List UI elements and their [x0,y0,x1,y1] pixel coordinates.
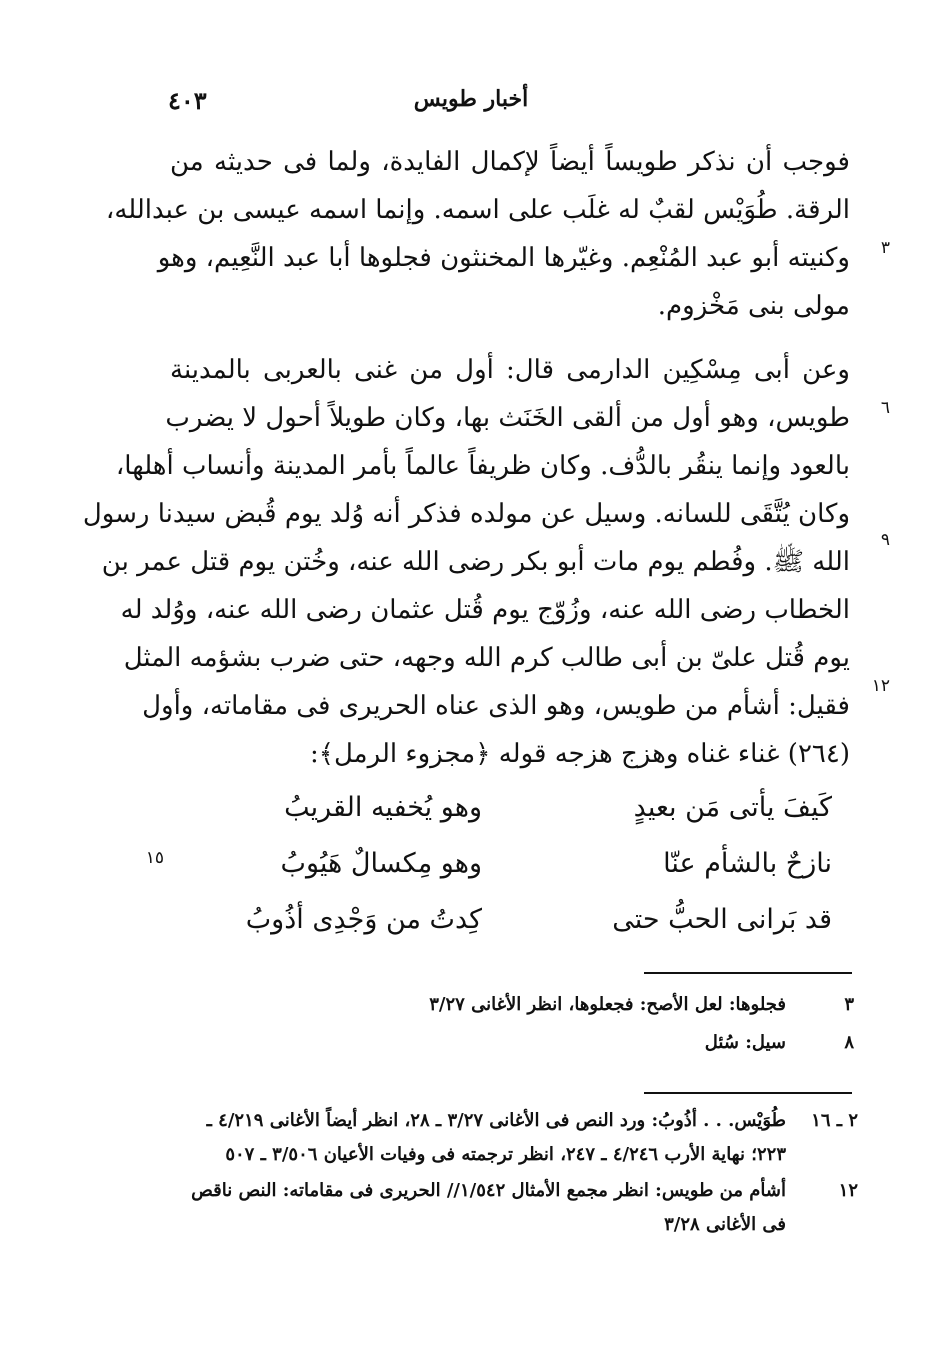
body-text-line: وكان يُتَّقَى للسانه. وسيل عن مولده فذكر أنه وُلد يوم قُبض سيدنا رسول [82,499,850,529]
verse-second-hemistich: كِدتُ من وَجْدِى أذُوبُ [245,904,482,935]
source-footnote-line: فى الأغانى ٣/٢٨ [664,1214,786,1235]
body-text-line: الله ﷺ. وفُطم يوم مات أبو بكر رضى الله عنه، وخُتن يوم قتل عمر بن [101,547,850,577]
footnote-separator [644,1092,852,1094]
body-text-line: فوجب أن نذكر طويساً أيضاً لإكمال الفايدة، ولما فى حديثه من [170,147,850,177]
line-number: ٩ [880,530,890,550]
verse-second-hemistich: وهو مِكسالٌ هَيُوبُ [280,848,482,879]
body-text-line: فقيل: أشأم من طويس، وهو الذى عناه الحريرى فى مقاماته، وأول [142,691,850,721]
line-number: ١٥ [145,848,164,868]
body-text-line: بالعود وإنما ينقُر بالدُّف. وكان ظريفاً عالماً بأمر المدينة وأنساب أهلها، [115,451,850,481]
footnote-line-number: ١٢ [838,1180,858,1201]
body-text-line: يوم قُتل علىّ بن أبى طالب كرم الله وجهه، حتى ضرب بشؤمه المثل [123,643,850,673]
line-number: ٣ [880,238,890,258]
footnote-separator [644,972,852,974]
line-number: ٦ [880,398,890,418]
source-footnote-line: ٢٢٣؛ نهاية الأرب ٤/٢٤٦ ـ ٢٤٧، انظر ترجمته فى وفيات الأعيان ٣/٥٠٦ ـ ٥٠٧ [225,1144,786,1165]
verse-first-hemistich: كَيفَ يأتى مَن بعيدٍ [633,792,832,823]
body-text-line: وعن أبى مِسْكِين الدارمى قال: أول من غنى بالعربى بالمدينة [170,355,850,385]
verse-first-hemistich: قد بَرانى الحبُّ حتى [612,904,832,935]
body-text-line: وكنيته أبو عبد المُنْعِم. وغيّرها المخنثون فجلوها أبا عبد النَّعِيم، وهو [157,243,850,273]
body-text-line: الرقة. طُوَيْس لقبٌ له غلَب على اسمه. وإنما اسمه عيسى بن عبدالله، [105,195,850,225]
body-text-line: الخطاب رضى الله عنه، وزُوّج يوم قُتل عثمان رضى الله عنه، ووُلد له [120,595,850,625]
body-text-line: طويس، وهو أول من ألقى الخَنَث بها، وكان طويلاً أحول لا يضرب [165,403,850,433]
source-footnote-line: أشأم من طويس: انظر مجمع الأمثال ١/٥٤٢// الحريرى فى مقاماته: النص ناقص [191,1180,786,1201]
variant-footnote: سيل: سُئل [704,1032,786,1053]
footnote-line-number: ٢ ـ ١٦ [811,1110,858,1131]
body-text-line: (٢٦٤) غناء غناه وهزج هزجه قوله ﴿مجزوء الرمل﴾: [310,739,850,769]
footnote-line-number: ٨ [844,1032,854,1053]
body-text-line: مولى بنى مَخْزوم. [657,291,850,321]
source-footnote-line: طُوَيْس. . . أذُوبُ: ورد النص فى الأغانى ٣/٢٧ ـ ٢٨، انظر أيضاً الأغانى ٤/٢١٩ ـ [206,1110,786,1131]
variant-footnote: فجلوها: لعل الأصح: فجعلوها، انظر الأغانى ٣/٢٧ [429,994,786,1015]
line-number: ١٢ [871,676,890,696]
verse-second-hemistich: وهو يُخفيه القريبُ [284,792,482,823]
page-number: ٤٠٣ [168,86,207,115]
running-header-title: أخبار طويس [413,86,529,112]
footnote-line-number: ٣ [844,994,854,1015]
verse-first-hemistich: نازحٌ بالشأم عنّا [663,848,832,879]
